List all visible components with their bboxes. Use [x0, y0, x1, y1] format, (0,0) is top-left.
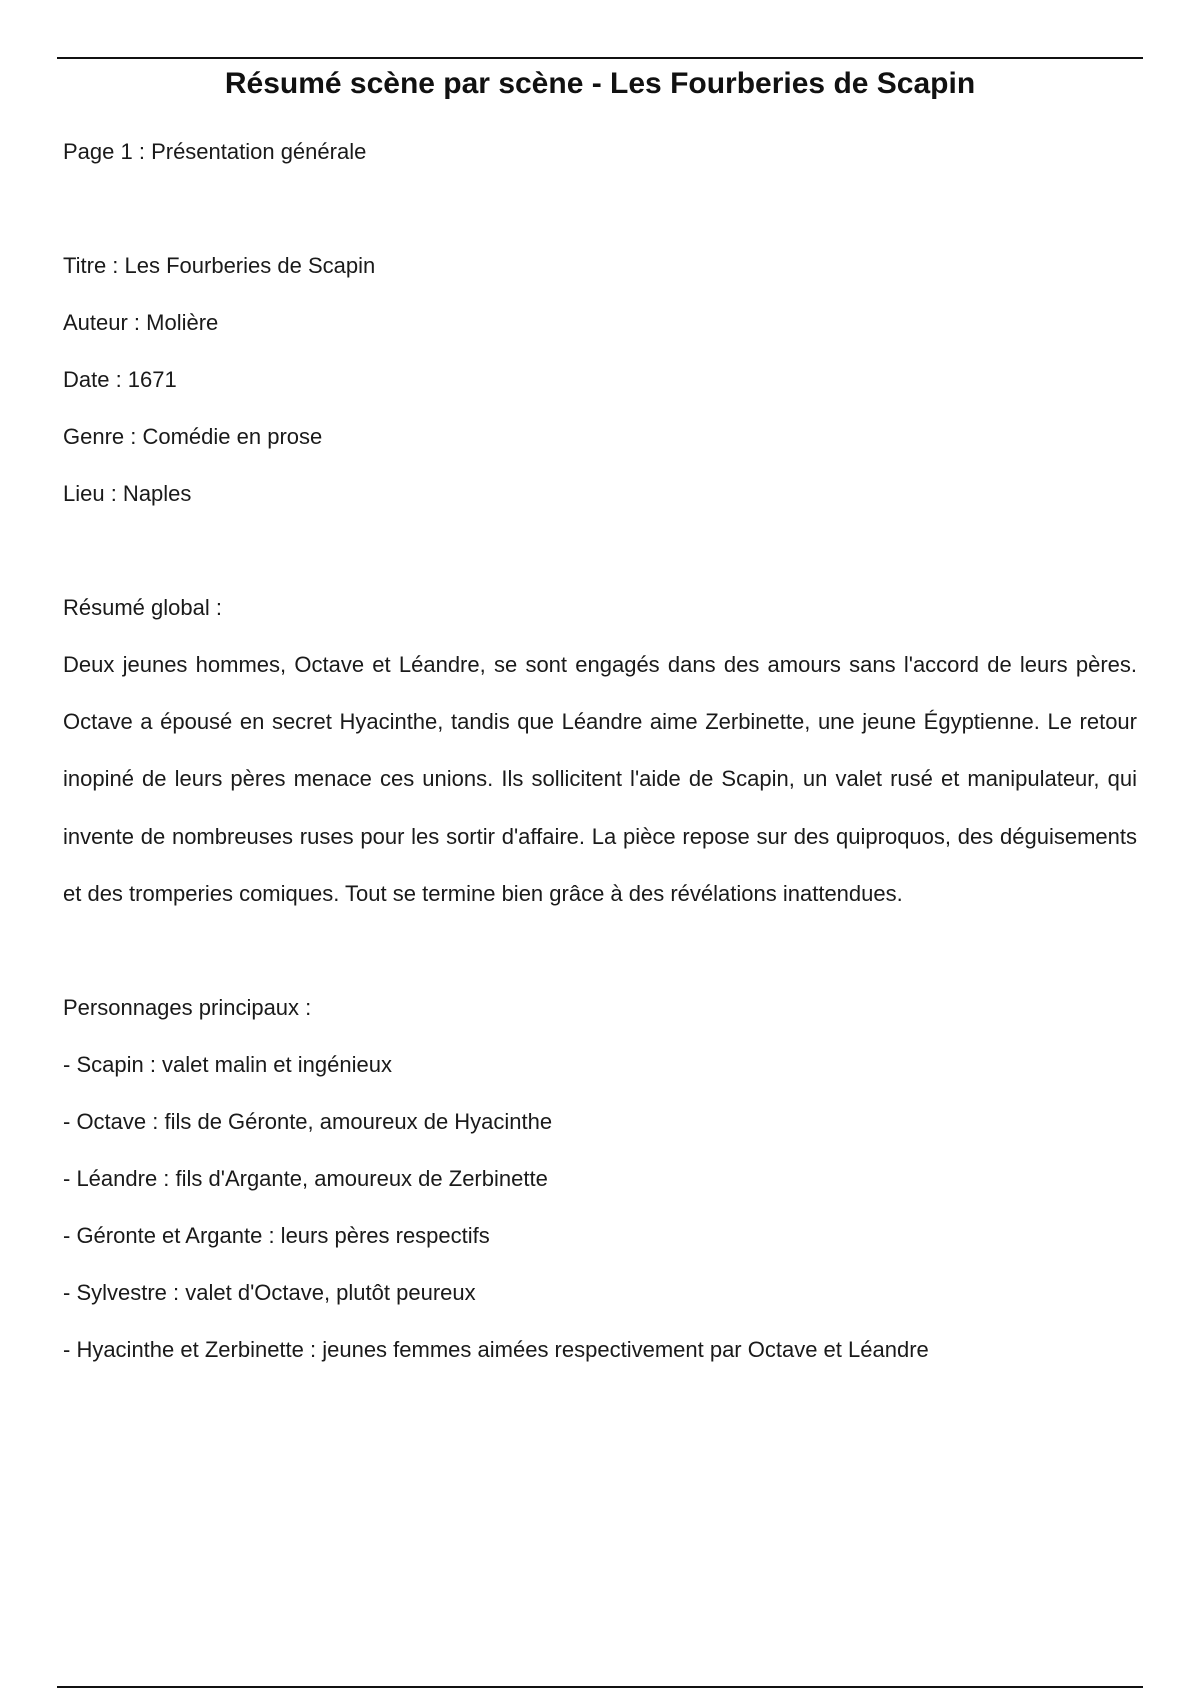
characters-heading: Personnages principaux : [63, 995, 312, 1021]
character-item: - Sylvestre : valet d'Octave, plutôt peureux [63, 1280, 476, 1306]
character-item: - Scapin : valet malin et ingénieux [63, 1052, 392, 1078]
character-item: - Léandre : fils d'Argante, amoureux de Zerbinette [63, 1166, 548, 1192]
character-item: - Géronte et Argante : leurs pères respectifs [63, 1223, 490, 1249]
info-genre: Genre : Comédie en prose [63, 424, 323, 449]
info-auteur: Auteur : Molière [63, 310, 219, 335]
info-titre: Titre : Les Fourberies de Scapin [63, 253, 376, 278]
spacer [63, 922, 1137, 979]
spacer [63, 180, 1137, 237]
page-label: Page 1 : Présentation générale [63, 139, 367, 164]
info-lieu: Lieu : Naples [63, 481, 192, 506]
top-rule [57, 57, 1143, 59]
bottom-rule [57, 1686, 1143, 1688]
info-date: Date : 1671 [63, 367, 177, 392]
summary-heading: Résumé global : [63, 595, 222, 620]
document-title: Résumé scène par scène - Les Fourberies de Scapin [224, 67, 976, 100]
character-item: - Hyacinthe et Zerbinette : jeunes femmes aimées respectivement par Octave et Léandre [63, 1337, 929, 1363]
spacer [63, 522, 1137, 579]
summary-text: Deux jeunes hommes, Octave et Léandre, se sont engagés dans des amours sans l'accord de leurs pères. Octave a épousé en secret Hyacinthe, tandis que Léandre aime Zerbinette, une jeune Égyptienne. Le retour inopiné de leurs pères menace ces unions. Ils sollicitent l'aide de Scapin, un valet rusé et manipulateur, qui invente de nombreuses ruses pour les sortir d'affaire. La pièce repose sur des quiproquos, des déguisements et des tromperies comiques. Tout se termine bien grâce à des révélations inattendues. [63, 652, 1137, 906]
document-body [63, 123, 1137, 1378]
character-item: - Octave : fils de Géronte, amoureux de Hyacinthe [63, 1109, 553, 1135]
